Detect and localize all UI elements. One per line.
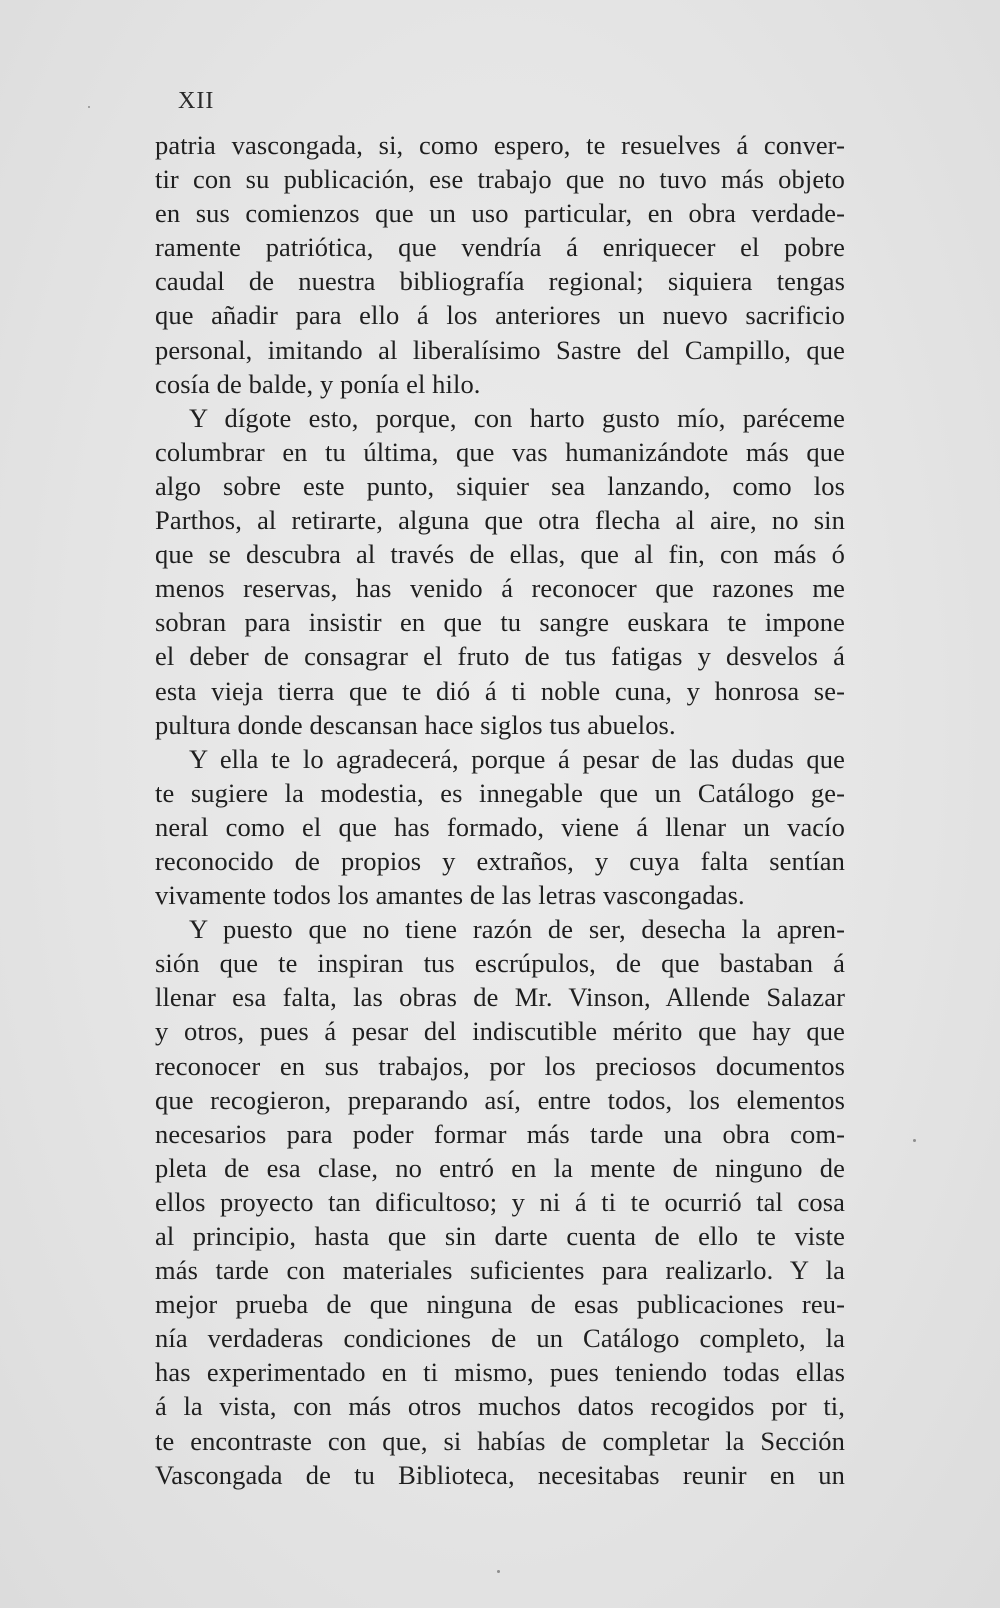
text-line: que añadir para ello á los anteriores un nuevo sacrificio: [155, 300, 845, 331]
text-line: algo sobre este punto, siquier sea lanzando, como los: [155, 470, 845, 501]
text-line: sobran para insistir en que tu sangre euskara te impone: [155, 607, 845, 638]
text-line: más tarde con materiales suficientes para realizarlo. Y la: [155, 1255, 845, 1286]
text-line: esta vieja tierra que te dió á ti noble cuna, y honrosa se-: [155, 675, 845, 706]
page-number: XII: [178, 88, 215, 114]
body-text: [155, 128, 845, 1492]
text-line: columbrar en tu última, que vas humanizándote más que: [155, 436, 845, 467]
paper-speck: [913, 1139, 916, 1142]
text-line: nía verdaderas condiciones de un Catálogo completo, la: [155, 1323, 845, 1354]
text-line: Y puesto que no tiene razón de ser, desecha la apren-: [189, 914, 845, 945]
text-line: has experimentado en ti mismo, pues teniendo todas ellas: [155, 1357, 845, 1388]
text-line: que se descubra al través de ellas, que al fin, con más ó: [155, 539, 845, 570]
text-line: te encontraste con que, si habías de completar la Sección: [155, 1425, 845, 1456]
text-line: neral como el que has formado, viene á llenar un vacío: [155, 811, 845, 842]
text-line: llenar esa falta, las obras de Mr. Vinson, Allende Salazar: [155, 982, 845, 1013]
text-line: tir con su publicación, ese trabajo que no tuvo más objeto: [155, 164, 845, 195]
paper-speck: [497, 1570, 500, 1573]
text-line: reconocido de propios y extraños, y cuya falta sentían: [155, 845, 845, 876]
text-line: personal, imitando al liberalísimo Sastre del Campillo, que: [155, 334, 845, 365]
text-line: Y ella te lo agradecerá, porque á pesar de las dudas que: [189, 743, 845, 774]
text-line: que recogieron, preparando así, entre todos, los elementos: [155, 1084, 845, 1115]
text-line: pultura donde descansan hace siglos tus abuelos.: [155, 709, 676, 740]
text-line: y otros, pues á pesar del indiscutible mérito que hay que: [155, 1016, 845, 1047]
paper-speck: [88, 106, 90, 108]
text-line: patria vascongada, si, como espero, te resuelves á conver-: [155, 130, 845, 160]
text-line: te sugiere la modestia, es innegable que un Catálogo ge-: [155, 777, 845, 808]
text-line: pleta de esa clase, no entró en la mente de ninguno de: [155, 1152, 845, 1183]
text-line: reconocer en sus trabajos, por los preciosos documentos: [155, 1050, 845, 1081]
text-line: vivamente todos los amantes de las letras vascongadas.: [155, 880, 745, 911]
text-line: al principio, hasta que sin darte cuenta de ello te viste: [155, 1221, 845, 1251]
text-line: ramente patriótica, que vendría á enriquecer el pobre: [155, 232, 845, 263]
text-line: Vascongada de tu Biblioteca, necesitabas reunir en un: [155, 1459, 845, 1490]
text-line: menos reservas, has venido á reconocer que razones me: [155, 573, 845, 604]
text-line: sión que te inspiran tus escrúpulos, de que bastaban á: [155, 948, 845, 979]
text-line: á la vista, con más otros muchos datos recogidos por ti,: [155, 1391, 845, 1422]
text-line: mejor prueba de que ninguna de esas publicaciones reu-: [155, 1289, 845, 1320]
text-line: Parthos, al retirarte, alguna que otra flecha al aire, no sin: [155, 505, 845, 536]
text-line: Y dígote esto, porque, con harto gusto mío, paréceme: [189, 402, 845, 433]
text-line: necesarios para poder formar más tarde una obra com-: [155, 1118, 845, 1149]
text-line: en sus comienzos que un uso particular, en obra verdade-: [155, 198, 845, 229]
text-line: el deber de consagrar el fruto de tus fatigas y desvelos á: [155, 641, 845, 672]
text-line: ellos proyecto tan dificultoso; y ni á ti te ocurrió tal cosa: [155, 1186, 845, 1217]
text-line: cosía de balde, y ponía el hilo.: [155, 368, 481, 399]
text-line: caudal de nuestra bibliografía regional; siquiera tengas: [155, 266, 845, 297]
